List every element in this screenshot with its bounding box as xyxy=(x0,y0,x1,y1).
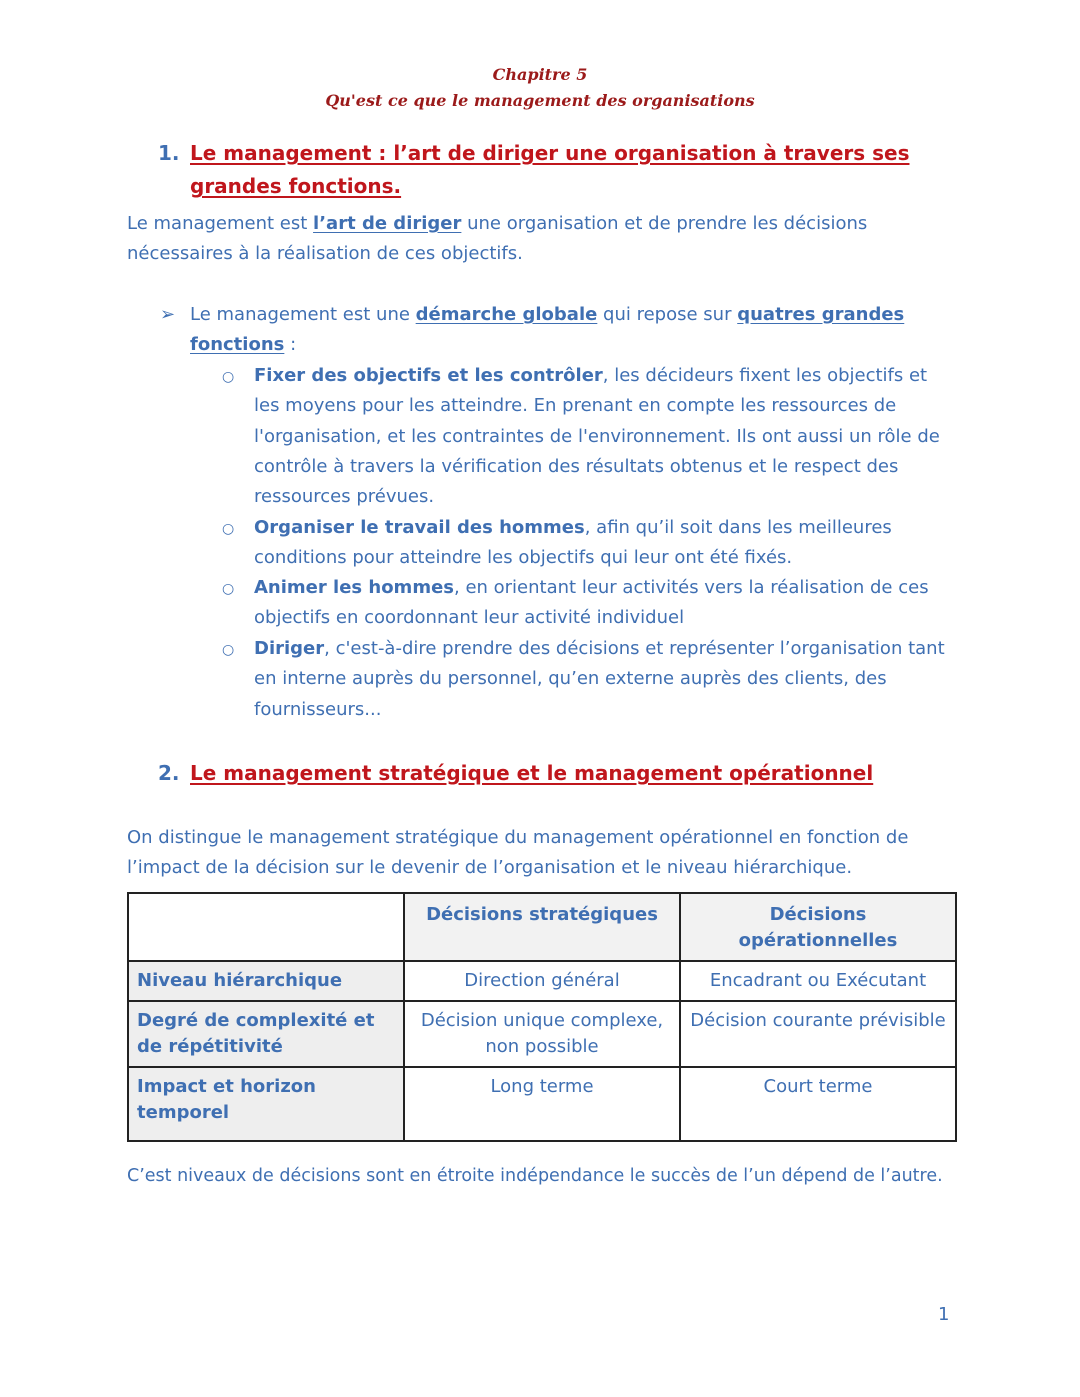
arrow-suffix: : xyxy=(284,334,297,355)
intro-prefix: Le management est xyxy=(127,213,314,234)
row-label: Degré de complexité et de répétitivité xyxy=(128,1001,404,1067)
table-row xyxy=(128,961,956,1001)
arrow-emphasis-1: démarche globale xyxy=(415,304,598,325)
chapter-title: Qu'est ce que le management des organisations xyxy=(325,91,755,110)
section-2-title: Le management stratégique et le management opérationnel xyxy=(190,761,874,785)
arrow-middle: qui repose sur xyxy=(597,304,738,325)
section-1-intro xyxy=(127,209,887,269)
strategic-cell: Direction général xyxy=(404,961,680,1001)
intro-emphasis: l’art de diriger xyxy=(313,213,462,234)
arrow-bullet-icon: ➢ xyxy=(160,304,176,325)
row-label: Niveau hiérarchique xyxy=(128,961,404,1001)
arrow-emphasis-2: quatres grandes fonctions xyxy=(190,304,905,355)
page-number: 1 xyxy=(938,1304,950,1325)
section-2-heading xyxy=(158,757,958,790)
operational-cell: Encadrant ou Exécutant xyxy=(680,961,956,1001)
function-title: Diriger xyxy=(254,638,325,659)
function-title: Fixer des objectifs et les contrôler xyxy=(254,365,603,386)
function-text: , afin qu’il soit dans les meilleures conditions pour atteindre les objectifs qui leur ont été fixés. xyxy=(254,517,892,569)
list-item xyxy=(254,513,954,574)
section-1-title: Le management : l’art de diriger une organisation à travers ses grandes fonctions. xyxy=(190,141,910,198)
operational-cell: Court terme xyxy=(680,1067,956,1141)
table-header-row xyxy=(128,893,956,961)
function-title: Animer les hommes xyxy=(254,577,454,598)
document-header xyxy=(0,62,1080,114)
section-2-conclusion: C’est niveaux de décisions sont en étroite indépendance le succès de l’un dépend de l’autre. xyxy=(127,1166,943,1186)
arrow-bullet-text xyxy=(190,300,910,360)
decision-comparison-table xyxy=(127,892,957,1142)
table-row xyxy=(128,1067,956,1141)
function-title: Organiser le travail des hommes xyxy=(254,517,585,538)
table-header-operational: Décisions opérationnelles xyxy=(680,893,956,961)
strategic-cell: Long terme xyxy=(404,1067,680,1141)
table-row xyxy=(128,1001,956,1067)
table-header-empty xyxy=(128,893,404,961)
intro-suffix: une organisation et de prendre les décisions nécessaires à la réalisation de ces objectifs. xyxy=(127,213,868,264)
function-text: , les décideurs fixent les objectifs et les moyens pour les atteindre. En prenant en compte les ressources de l'organisation, et les contraintes de l'environnement. Ils ont aussi un rôle de contrôle à travers la vérification des résultats obtenus et le respect des ressources prévues. xyxy=(254,365,940,508)
section-2-intro: On distingue le management stratégique du management opérationnel en fonction de l’impact de la décision sur le devenir de l’organisation et le niveau hiérarchique. xyxy=(127,827,909,878)
list-item xyxy=(254,634,954,725)
section-2-number: 2. xyxy=(158,761,180,785)
list-item xyxy=(254,361,954,512)
function-text: , en orientant leur activités vers la réalisation de ces objectifs en coordonnant leur activité individuel xyxy=(254,577,929,629)
bullet-circle-icon: ○ xyxy=(222,369,235,385)
chapter-label: Chapitre 5 xyxy=(492,65,588,84)
function-text: , c'est-à-dire prendre des décisions et représenter l’organisation tant en interne auprès du personnel, qu’en externe auprès des clients, des fournisseurs... xyxy=(254,638,945,720)
table-header-strategic: Décisions stratégiques xyxy=(404,893,680,961)
bullet-circle-icon: ○ xyxy=(222,521,235,537)
row-label: Impact et horizon temporel xyxy=(128,1067,404,1141)
section-1-number: 1. xyxy=(158,141,180,165)
arrow-prefix: Le management est une xyxy=(190,304,416,325)
operational-cell: Décision courante prévisible xyxy=(680,1001,956,1067)
list-item xyxy=(254,573,954,634)
strategic-cell: Décision unique complexe, non possible xyxy=(404,1001,680,1067)
section-1-heading xyxy=(158,137,958,203)
bullet-circle-icon: ○ xyxy=(222,581,235,597)
bullet-circle-icon: ○ xyxy=(222,642,235,658)
